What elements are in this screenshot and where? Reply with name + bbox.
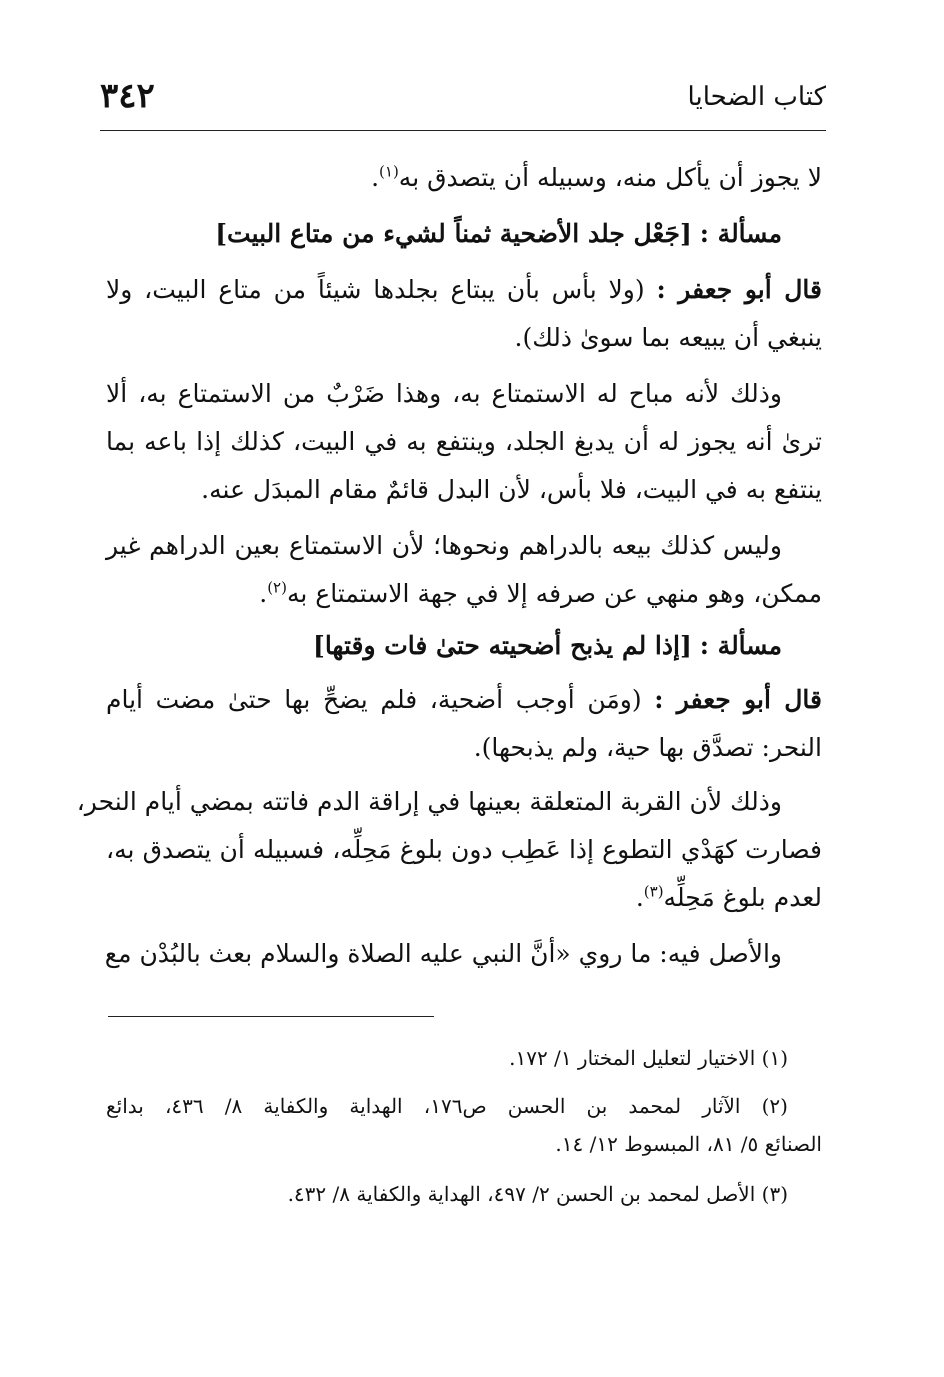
text-line: وليس كذلك بيعه بالدراهم ونحوها؛ لأن الاستمتاع بعين الدراهم غير [106,531,782,560]
text-line: ينتفع به في البيت، فلا بأس، لأن البدل قائمٌ مقام المبدَل عنه. [201,475,822,504]
text-line: فصارت كهَدْي التطوع إذا عَطِب دون بلوغ مَحِلِّه، فسبيله أن يتصدق به، [106,835,822,864]
issue-label: مسألة : [699,219,782,248]
issue-heading [106,626,822,666]
text-line [106,574,822,614]
text-run: (ولا بأس بأن يبتاع بجلدها شيئاً من متاع البيت، ولا [106,275,645,304]
text-run: . [371,163,380,192]
text-line [106,878,822,918]
issue-heading [106,214,822,254]
text-run: . [259,579,268,608]
text-run: لا يجوز أن يأكل منه، وسبيله أن يتصدق به [398,163,822,192]
text-line [106,270,822,310]
text-run: ممكن، وهو منهي عن صرفه إلا في جهة الاستمتاع به [286,579,822,608]
issue-title: [إذا لم يذبح أضحيته حتىٰ فات وقتها] [312,631,692,660]
page-header [100,72,826,131]
text-line: والأصل فيه: ما روي «أنَّ النبي عليه الصلاة والسلام بعث بالبُدْن مع [104,939,782,968]
text-run: لعدم بلوغ مَحِلِّه [663,883,822,912]
issue-label: مسألة : [699,631,782,660]
speaker-label: قال أبو جعفر : [654,685,822,714]
footnote: (١) الاختيار لتعليل المختار ١/ ١٧٢. [509,1046,788,1070]
text-line: وذلك لأنه مباح له الاستمتاع به، وهذا ضَرْبٌ من الاستمتاع به، ألا [106,379,782,408]
text-run: . [635,883,644,912]
footnote: (٣) الأصل لمحمد بن الحسن ٢/ ٤٩٧، الهداية والكفاية ٨/ ٤٣٢. [287,1182,788,1206]
page-number: ٣٤٢ [100,76,155,116]
text-run: (ومَن أوجب أضحية، فلم يضحِّ بها حتىٰ مضت أيام [106,685,642,714]
text-line [106,158,822,198]
text-line [106,680,822,720]
text-line: وذلك لأن القربة المتعلقة بعينها في إراقة الدم فاتته بمضي أيام النحر، [76,787,782,816]
footnote-ref: (١) [379,162,399,181]
text-line: النحر: تصدَّق بها حية، ولم يذبحها). [473,733,822,762]
text-line: ترىٰ أنه يجوز له أن يدبغ الجلد، وينتفع به في البيت، كذلك إذا باعه بما [106,427,822,456]
footnote: الصنائع ٥/ ٨١، المبسوط ١٢/ ١٤. [555,1132,822,1156]
footnote-ref: (٣) [643,882,664,901]
running-title: كتاب الضحايا [687,82,826,112]
text-line: ينبغي أن يبيعه بما سوىٰ ذلك). [514,323,822,352]
footnote-separator [108,1016,434,1017]
issue-title: [جَعْل جلد الأضحية ثمناً لشيء من متاع البيت] [215,219,692,248]
footnote: (٢) الآثار لمحمد بن الحسن ص١٧٦، الهداية والكفاية ٨/ ٤٣٦، بدائع [106,1094,788,1118]
footnote-ref: (٢) [267,578,287,597]
speaker-label: قال أبو جعفر : [656,275,822,304]
